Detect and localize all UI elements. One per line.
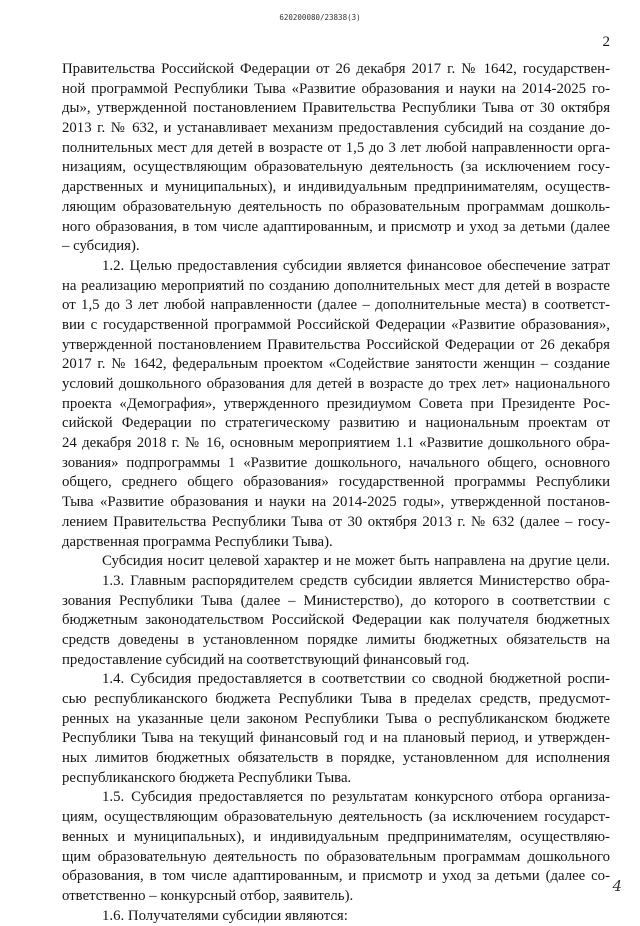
text-line: 24 декабря 2018 г. № 16, основным мероприятием 1.1 «Развитие дошкольного обра-: [62, 435, 610, 452]
text-line: 1.6. Получателями субсидии являются:: [102, 907, 348, 924]
text-line: дарственных и муниципальных), и индивидуальным предпринимателям, осуществ-: [62, 179, 610, 196]
text-line: 1.3. Главным распорядителем средств субсидии является Министерство обра-: [102, 572, 610, 589]
document-code: 620200080/23838(3): [279, 13, 361, 22]
text-line: ных лимитов бюджетных обязательств в порядке, установленном для исполнения: [62, 750, 610, 767]
text-line: дарственная программа Республики Тыва).: [62, 533, 333, 550]
text-line: проекта «Демография», утвержденного президиумом Совета при Президенте Рос-: [62, 395, 610, 412]
text-line: Республики Тыва на текущий финансовый год и на плановый период, и утвержден-: [62, 730, 610, 747]
text-line: лением Правительства Республики Тыва от 30 октября 2013 г. № 632 (далее – госу-: [62, 513, 610, 530]
text-line: зования» подпрограммы 1 «Развитие дошкольного, начального общего, основного: [62, 454, 610, 471]
text-line: бюджетным законодательством Российской Федерации как получателя бюджетных: [62, 612, 610, 629]
text-line: венных и муниципальных), и индивидуальным предпринимателям, осуществляю-: [62, 828, 610, 845]
text-line: 2013 г. № 632, и устанавливает механизм предоставления субсидий на создание до-: [62, 120, 610, 137]
text-line: сийской Федерации по стратегическому развитию и национальным проектам от: [62, 415, 610, 432]
text-line: Субсидия носит целевой характер и не может быть направлена на другие цели.: [102, 553, 610, 570]
text-line: ного образования, в том числе адаптированным, и присмотр и уход за детьми (далее: [62, 218, 610, 235]
text-line: 1.5. Субсидия предоставляется по результатам конкурсного отбора организа-: [102, 789, 610, 806]
text-line: образования, в том числе адаптированным, и присмотр и уход за детьми (далее со-: [62, 868, 610, 885]
text-line: ренных на указанные цели законом Республики Тыва о республиканском бюджете: [62, 710, 610, 727]
handwritten-mark: 4: [612, 877, 622, 895]
text-line: 1.2. Целью предоставления субсидии является финансовое обеспечение затрат: [102, 257, 610, 274]
text-line: предоставление субсидий на соответствующий финансовый год.: [62, 651, 470, 668]
text-line: полнительных мест для детей в возрасте от 1,5 до 3 лет любой направленности орга-: [62, 139, 610, 156]
text-line: ляющим образовательную деятельность по образовательным программам дошколь-: [62, 198, 610, 215]
page-number: 2: [602, 34, 610, 50]
text-line: ответственно – конкурсный отбор, заявитель).: [62, 887, 354, 904]
text-line: общего, среднего общего образования» государственной программы Республики: [62, 474, 610, 491]
text-line: Правительства Российской Федерации от 26 декабря 2017 г. № 1642, государствен-: [62, 61, 610, 77]
text-line: ной программой Республики Тыва «Развитие образования и науки на 2014-2025 го-: [62, 80, 610, 97]
text-line: от 1,5 до 3 лет любой направленности (далее – дополнительные места) в соответст-: [62, 297, 610, 314]
text-line: средств доведены в установленном порядке лимиты бюджетных обязательств на: [62, 631, 610, 648]
text-line: на реализацию мероприятий по созданию дополнительных мест для детей в возрасте: [62, 277, 610, 294]
text-line: вии с государственной программой Российской Федерации «Развитие образования»,: [62, 316, 610, 333]
text-line: циям, осуществляющим образовательную деятельность (за исключением государст-: [62, 809, 610, 826]
text-line: щим образовательную деятельность по образовательным программам дошкольного: [62, 848, 610, 865]
document-body: [62, 60, 610, 926]
text-line: сью республиканского бюджета Республики Тыва в пределах средств, предусмот-: [62, 691, 610, 707]
text-line: 2017 г. № 1642, федеральным проектом «Содействие занятости женщин – создание: [62, 356, 610, 373]
text-line: 1.4. Субсидия предоставляется в соответствии со сводной бюджетной роспи-: [102, 671, 610, 688]
text-line: ды», утвержденной постановлением Правительства Республики Тыва от 30 октября: [62, 100, 610, 117]
text-line: условий дошкольного образования для детей в возрасте до трех лет» национального: [62, 376, 610, 392]
text-line: республиканского бюджета Республики Тыва.: [62, 769, 352, 786]
text-line: утвержденной постановлением Правительства Российской Федерации от 26 декабря: [62, 336, 610, 353]
text-line: низациям, осуществляющим образовательную деятельность (за исключением госу-: [62, 159, 610, 176]
text-line: Тыва «Развитие образования и науки на 2014-2025 годы», утвержденной постанов-: [62, 494, 610, 511]
text-line: зования Республики Тыва (далее – Министерство), до которого в соответствии с: [62, 592, 610, 609]
text-line: – субсидия).: [62, 238, 140, 255]
